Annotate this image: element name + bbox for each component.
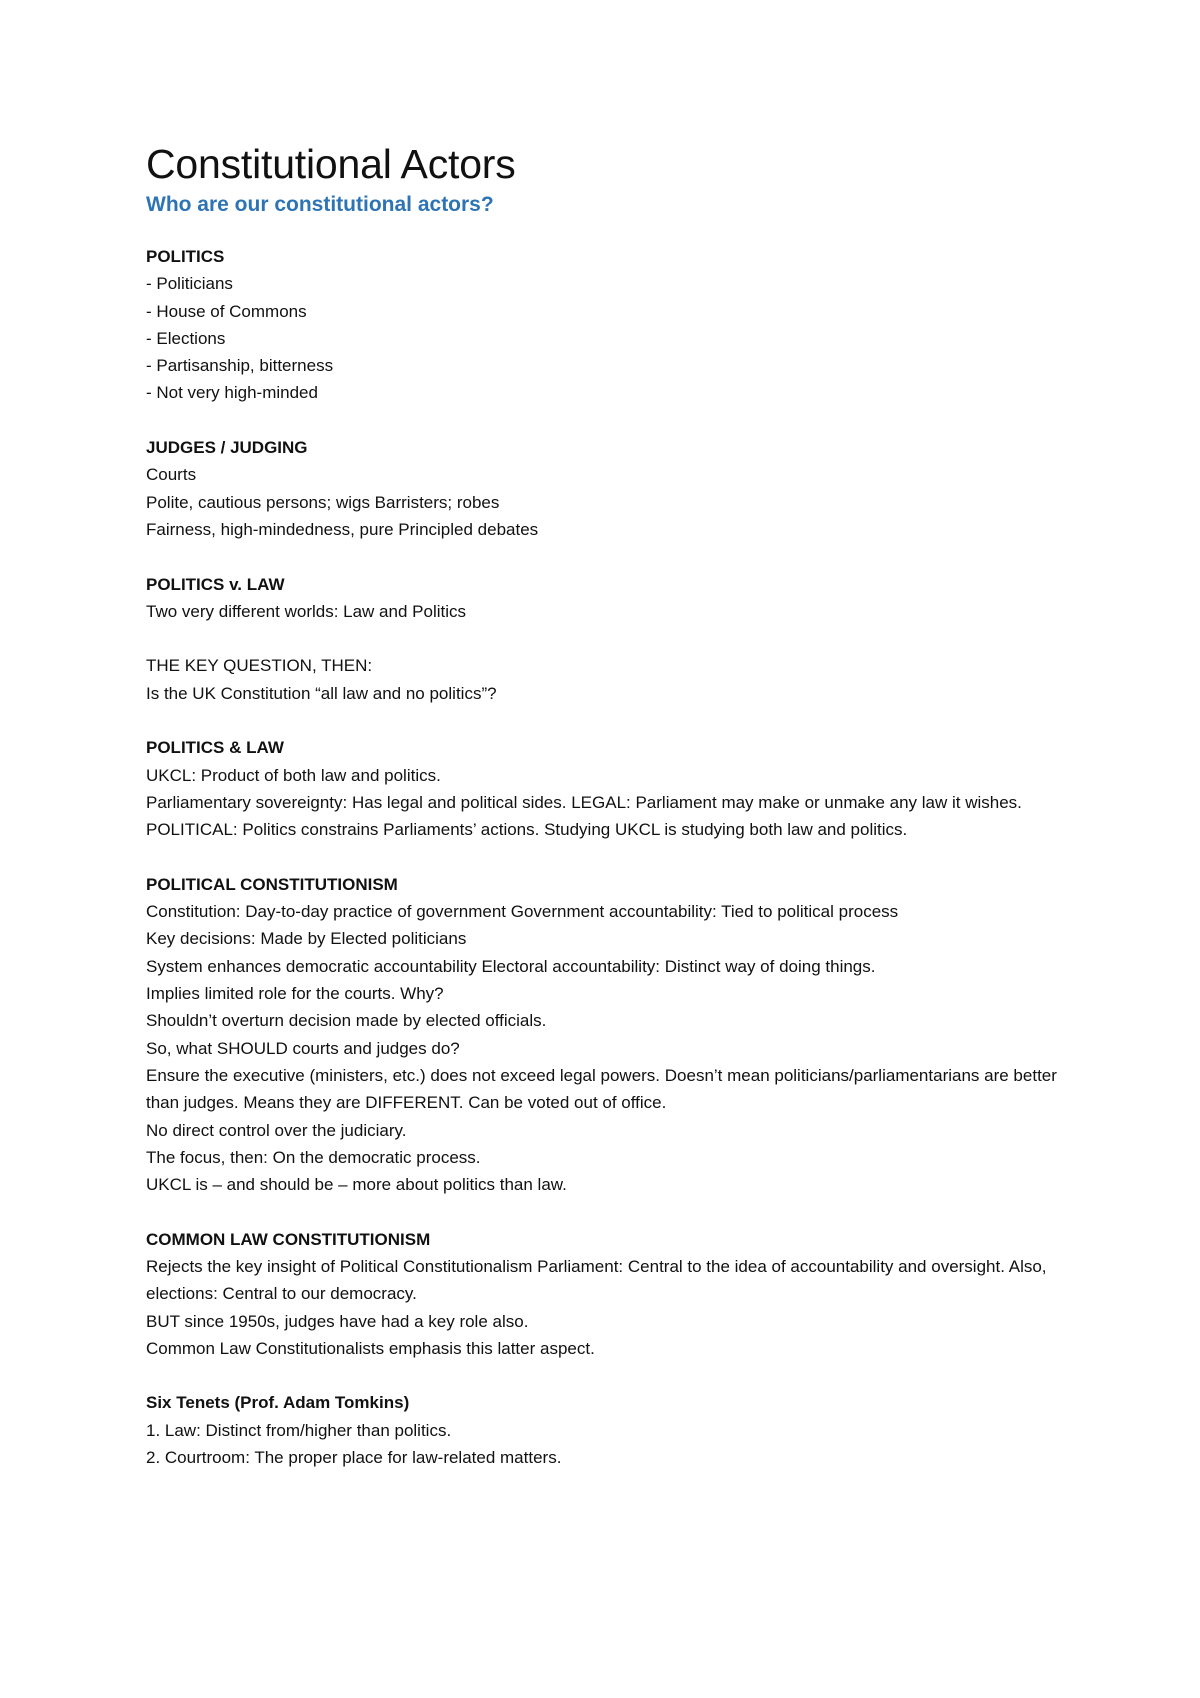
section-heading: POLITICS & LAW bbox=[146, 738, 284, 758]
paragraph-line: Ensure the executive (ministers, etc.) does not exceed legal powers. Doesn’t mean politicians/parliamentarians are better than judges. Means they are DIFFERENT. Can be voted out of office. bbox=[146, 1065, 1057, 1113]
paragraph-line: Implies limited role for the courts. Why? bbox=[146, 984, 444, 1004]
list-item: - Not very high-minded bbox=[146, 383, 318, 403]
paragraph-line: Common Law Constitutionalists emphasis this latter aspect. bbox=[146, 1338, 595, 1358]
section-heading: POLITICS v. LAW bbox=[146, 574, 285, 594]
paragraph-line: Polite, cautious persons; wigs Barristers; robes bbox=[146, 492, 500, 512]
paragraph-line: The focus, then: On the democratic process. bbox=[146, 1147, 481, 1167]
section-six-tenets bbox=[146, 1389, 1076, 1471]
section-judges-judging bbox=[146, 434, 1076, 543]
paragraph-line: Rejects the key insight of Political Constitutionalism Parliament: Central to the idea of accountability and oversight. Also, elections: Central to our democracy. bbox=[146, 1256, 1047, 1304]
section-heading: THE KEY QUESTION, THEN: bbox=[146, 656, 373, 676]
section-heading: Six Tenets (Prof. Adam Tomkins) bbox=[146, 1393, 410, 1413]
list-item: - House of Commons bbox=[146, 301, 307, 321]
paragraph-line: BUT since 1950s, judges have had a key role also. bbox=[146, 1311, 529, 1331]
section-heading: POLITICS bbox=[146, 247, 225, 266]
section-politics-v-law bbox=[146, 571, 1076, 626]
paragraph-line: No direct control over the judiciary. bbox=[146, 1120, 407, 1140]
paragraph-line: Courts bbox=[146, 465, 197, 485]
list-item: - Elections bbox=[146, 328, 226, 348]
document-page bbox=[146, 140, 1076, 1499]
section-heading: COMMON LAW CONSTITUTIONISM bbox=[146, 1229, 431, 1249]
document-subtitle: Who are our constitutional actors? bbox=[146, 193, 494, 216]
section-heading: POLITICAL CONSTITUTIONISM bbox=[146, 874, 398, 894]
list-item: - Politicians bbox=[146, 274, 233, 294]
paragraph-line: Two very different worlds: Law and Politics bbox=[146, 601, 466, 621]
paragraph-line: Is the UK Constitution “all law and no politics”? bbox=[146, 683, 497, 703]
section-politics bbox=[146, 243, 1076, 407]
section-heading: JUDGES / JUDGING bbox=[146, 438, 308, 458]
section-common-law-constitutionism bbox=[146, 1226, 1076, 1362]
paragraph-line: System enhances democratic accountability Electoral accountability: Distinct way of doing things. bbox=[146, 956, 876, 976]
document-title: Constitutional Actors bbox=[146, 141, 516, 187]
paragraph-line: So, what SHOULD courts and judges do? bbox=[146, 1038, 460, 1058]
paragraph-line: Parliamentary sovereignty: Has legal and political sides. LEGAL: Parliament may make or unmake any law it wishes. POLITICAL: Politics constrains Parliaments’ actions. Studying UKCL is studying both law and politics. bbox=[146, 792, 1022, 840]
paragraph-line: Constitution: Day-to-day practice of government Government accountability: Tied to political process bbox=[146, 902, 899, 922]
list-item: 2. Courtroom: The proper place for law-related matters. bbox=[146, 1448, 562, 1468]
section-politics-and-law bbox=[146, 734, 1076, 843]
section-political-constitutionism bbox=[146, 871, 1076, 1199]
paragraph-line: Key decisions: Made by Elected politicians bbox=[146, 929, 467, 949]
list-item: 1. Law: Distinct from/higher than politics. bbox=[146, 1420, 452, 1440]
paragraph-line: UKCL is – and should be – more about politics than law. bbox=[146, 1175, 567, 1195]
paragraph-line: UKCL: Product of both law and politics. bbox=[146, 765, 441, 785]
document-body bbox=[146, 243, 1076, 1471]
paragraph-line: Fairness, high-mindedness, pure Principled debates bbox=[146, 519, 539, 539]
paragraph-line: Shouldn’t overturn decision made by elected officials. bbox=[146, 1011, 547, 1031]
list-item: - Partisanship, bitterness bbox=[146, 356, 334, 376]
section-key-question bbox=[146, 652, 1076, 707]
